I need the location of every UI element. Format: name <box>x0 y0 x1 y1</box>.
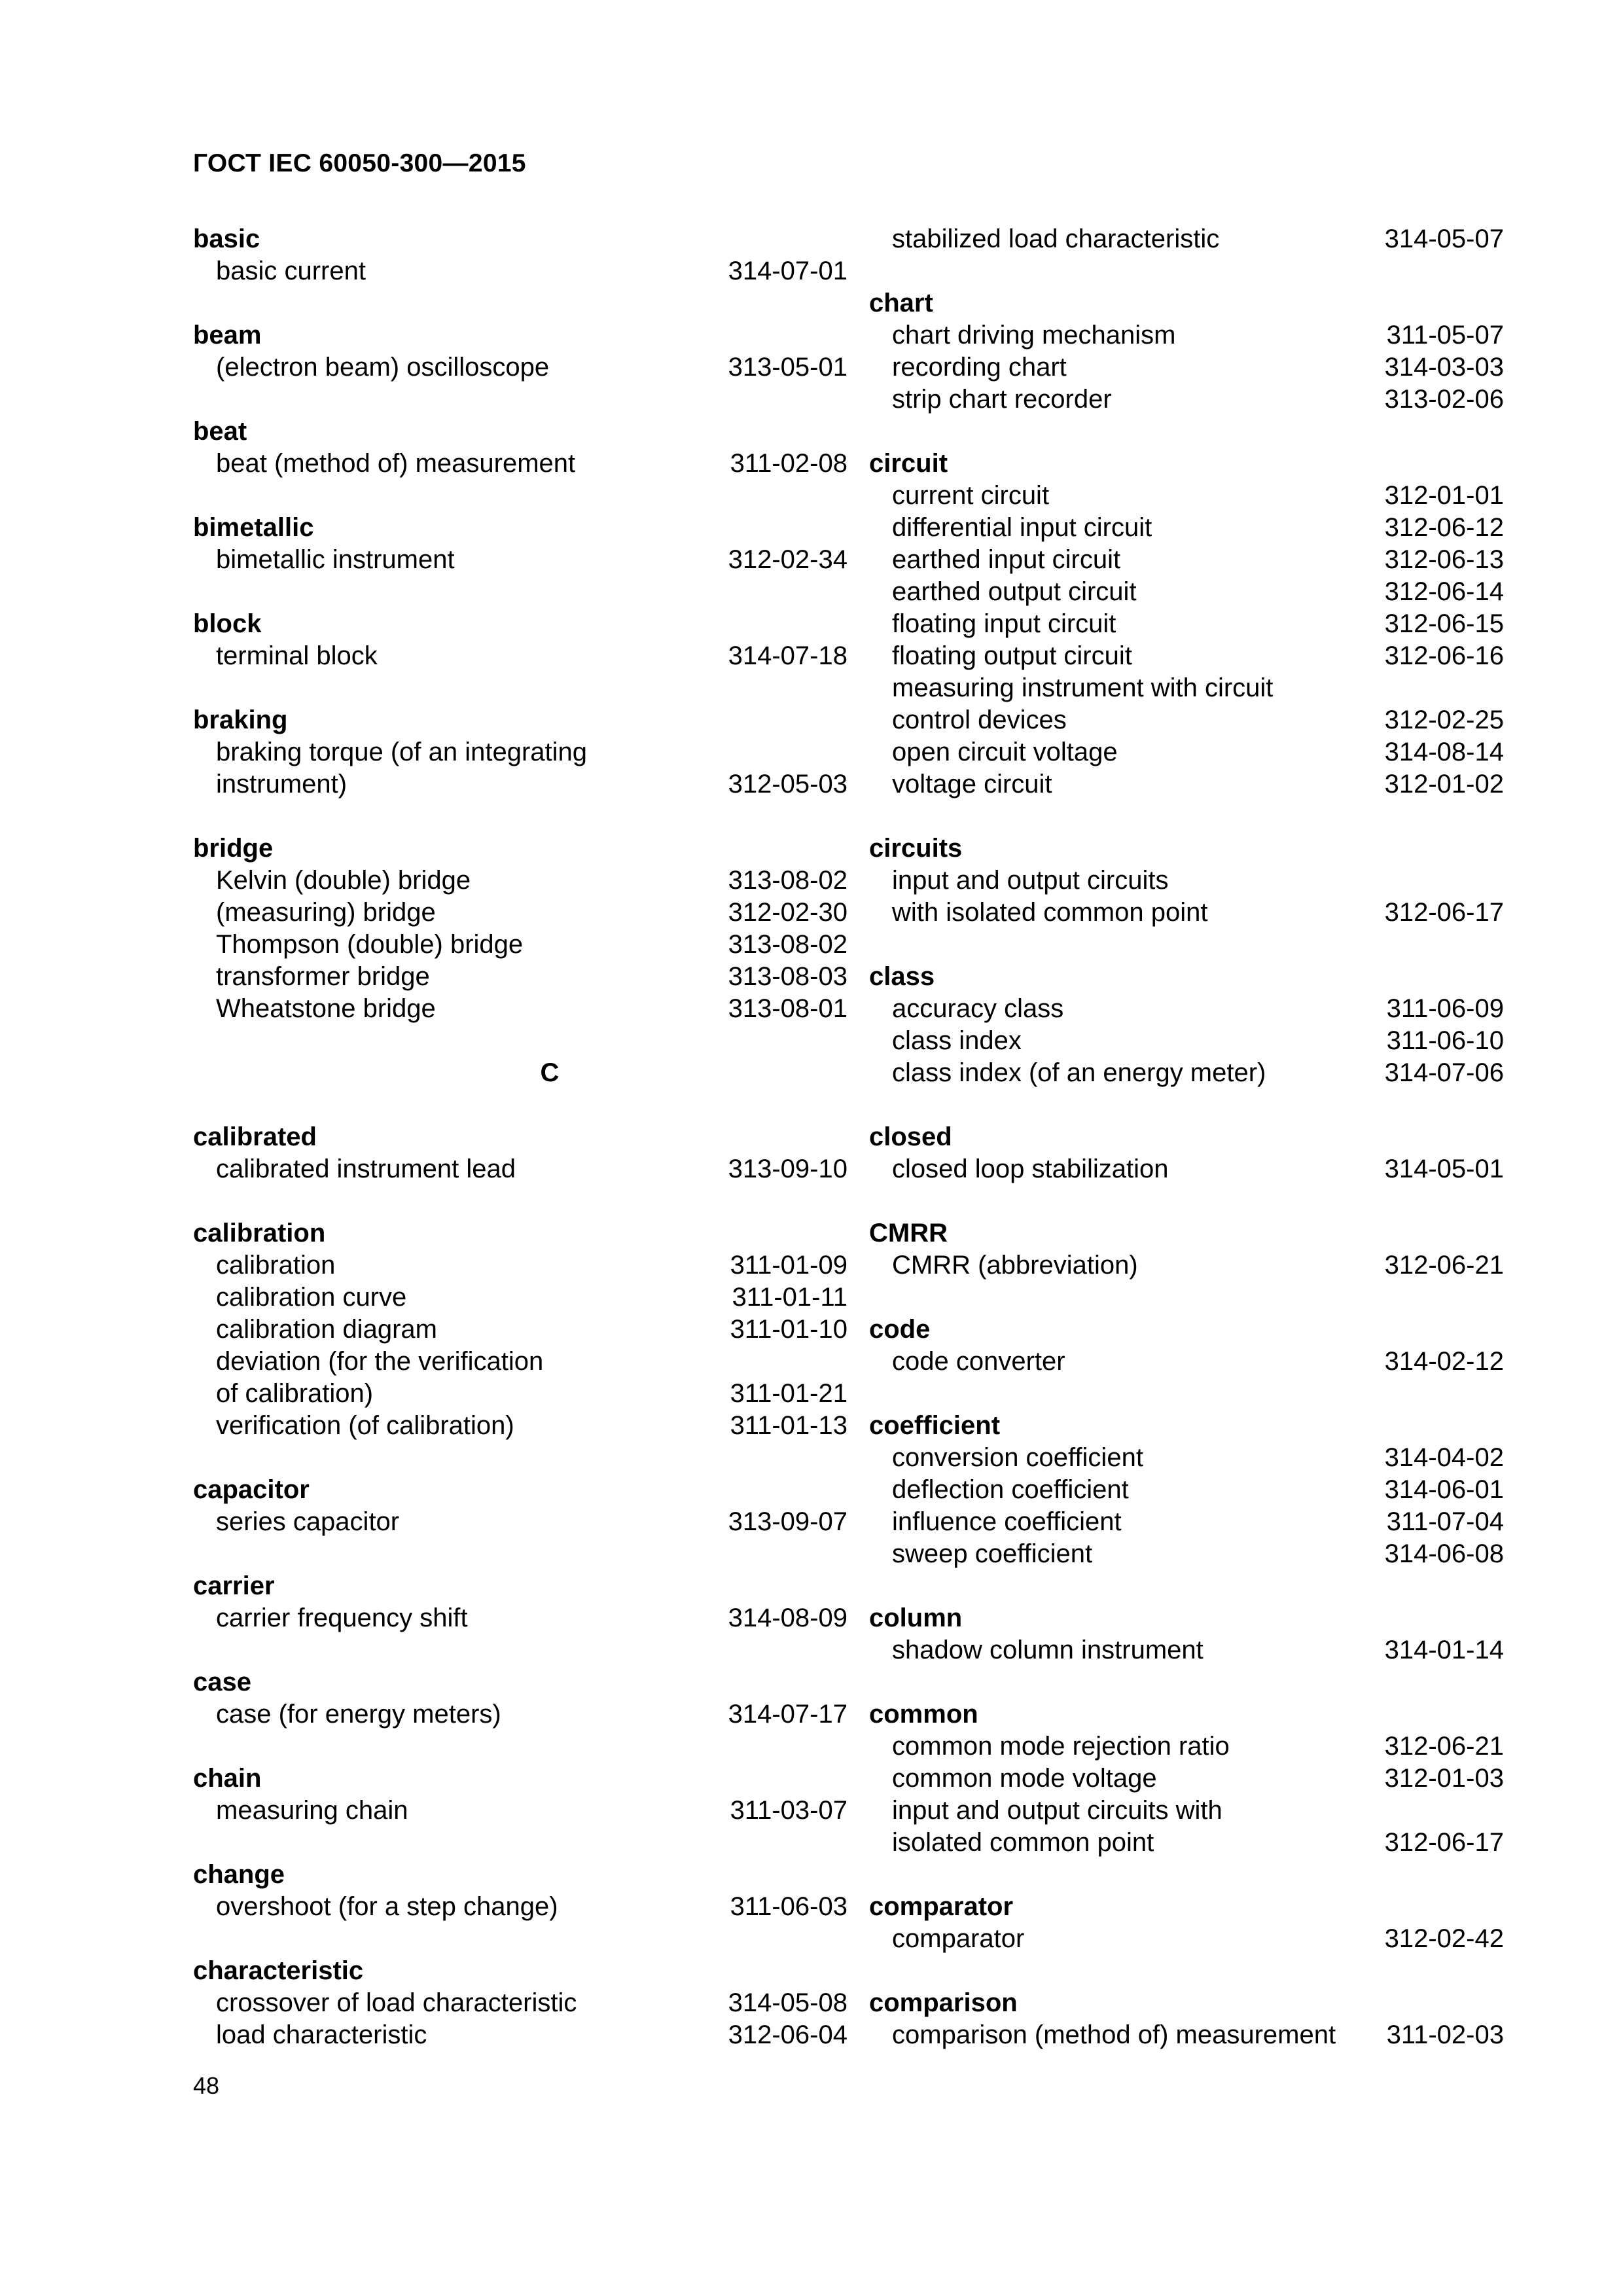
entry-reference-number: 313-08-02 <box>728 930 847 959</box>
right-index-column <box>869 223 1504 2051</box>
entry-term: verification (of calibration) <box>216 1411 514 1440</box>
index-heading: beat <box>193 417 247 446</box>
spacer <box>869 1570 1504 1602</box>
entry-reference-number: 311-01-21 <box>730 1379 847 1408</box>
index-entry <box>869 1346 1504 1378</box>
entry-term: crossover of load characteristic <box>216 1988 577 2017</box>
entry-reference-number: 312-06-21 <box>1384 1251 1504 1280</box>
index-heading: bimetallic <box>193 513 314 542</box>
section-letter: C <box>540 1058 560 1087</box>
entry-reference-number: 312-01-03 <box>1384 1764 1504 1793</box>
index-entry <box>193 1506 847 1538</box>
entry-term: with isolated common point <box>892 898 1208 927</box>
index-heading: code <box>869 1315 931 1344</box>
entry-term: series capacitor <box>216 1507 400 1536</box>
spacer <box>869 1089 1504 1121</box>
spacer <box>193 384 847 416</box>
index-entry <box>193 1795 847 1827</box>
index-entry <box>193 1410 847 1442</box>
entry-term: strip chart recorder <box>892 385 1112 414</box>
entry-reference-number: 312-01-02 <box>1384 770 1504 798</box>
entry-reference-number: 314-05-07 <box>1384 224 1504 253</box>
entry-term: class index <box>892 1026 1022 1055</box>
entry-term: sweep coefficient <box>892 1539 1093 1568</box>
spacer <box>869 1955 1504 1987</box>
index-entry <box>193 2019 847 2051</box>
entry-term: floating output circuit <box>892 641 1132 670</box>
index-entry <box>869 1634 1504 1666</box>
entry-reference-number: 312-02-30 <box>728 898 847 927</box>
entry-reference-number: 313-09-10 <box>728 1155 847 1183</box>
index-entry <box>869 640 1504 672</box>
spacer <box>193 480 847 512</box>
entry-term: overshoot (for a step change) <box>216 1892 558 1921</box>
entry-reference-number: 312-06-04 <box>728 2020 847 2049</box>
entry-reference-number: 313-08-02 <box>728 866 847 895</box>
entry-term: current circuit <box>892 481 1050 510</box>
index-entry <box>869 2019 1504 2051</box>
entry-term: earthed input circuit <box>892 545 1121 574</box>
index-entry <box>193 768 847 800</box>
spacer <box>193 287 847 319</box>
index-entry <box>193 1698 847 1731</box>
index-entry <box>869 512 1504 544</box>
index-entry <box>869 544 1504 576</box>
index-heading: basic <box>193 224 260 253</box>
entry-reference-number: 314-07-06 <box>1384 1058 1504 1087</box>
index-entry <box>869 865 1504 897</box>
entry-term: calibration curve <box>216 1283 407 1312</box>
entry-reference-number: 312-02-25 <box>1384 706 1504 734</box>
index-entry <box>869 384 1504 416</box>
index-entry <box>869 768 1504 800</box>
entry-reference-number: 314-06-08 <box>1384 1539 1504 1568</box>
spacer <box>869 255 1504 287</box>
entry-reference-number: 314-05-08 <box>728 1988 847 2017</box>
entry-reference-number: 313-08-01 <box>728 994 847 1023</box>
index-entry <box>193 1346 847 1378</box>
entry-reference-number: 314-07-18 <box>728 641 847 670</box>
entry-reference-number: 313-05-01 <box>728 353 847 382</box>
spacer <box>193 1827 847 1859</box>
index-entry <box>193 1249 847 1282</box>
index-heading: common <box>869 1700 978 1729</box>
entry-reference-number: 312-06-21 <box>1384 1732 1504 1761</box>
index-heading: beam <box>193 321 262 350</box>
index-entry <box>869 1923 1504 1955</box>
spacer <box>869 1378 1504 1410</box>
index-entry <box>193 1602 847 1634</box>
spacer <box>193 1089 847 1121</box>
index-heading: calibrated <box>193 1122 317 1151</box>
entry-reference-number: 314-04-02 <box>1384 1443 1504 1472</box>
index-entry <box>869 1057 1504 1089</box>
entry-term: measuring chain <box>216 1796 408 1825</box>
index-entry <box>869 704 1504 736</box>
page-number: 48 <box>193 2072 220 2099</box>
left-index-column <box>193 223 847 2051</box>
entry-term: Thompson (double) bridge <box>216 930 524 959</box>
spacer <box>193 1442 847 1474</box>
entry-term: influence coefficient <box>892 1507 1122 1536</box>
entry-reference-number: 313-08-03 <box>728 962 847 991</box>
entry-reference-number: 312-01-01 <box>1384 481 1504 510</box>
entry-reference-number: 312-06-17 <box>1384 1828 1504 1857</box>
entry-term: stabilized load characteristic <box>892 224 1220 253</box>
index-entry <box>869 1025 1504 1057</box>
index-entry <box>869 319 1504 351</box>
entry-term: (electron beam) oscilloscope <box>216 353 550 382</box>
entry-reference-number: 314-08-14 <box>1384 738 1504 766</box>
entry-reference-number: 311-01-13 <box>730 1411 847 1440</box>
index-entry <box>869 608 1504 640</box>
index-entry <box>193 736 847 768</box>
entry-term: control devices <box>892 706 1067 734</box>
entry-term: common mode voltage <box>892 1764 1157 1793</box>
index-entry <box>193 1282 847 1314</box>
spacer <box>193 1634 847 1666</box>
index-heading: capacitor <box>193 1475 310 1504</box>
index-heading: calibration <box>193 1219 326 1247</box>
index-entry <box>193 1153 847 1185</box>
spacer <box>193 800 847 833</box>
spacer <box>193 576 847 608</box>
entry-reference-number: 311-01-11 <box>732 1283 847 1312</box>
entry-reference-number: 311-01-09 <box>730 1251 847 1280</box>
entry-reference-number: 314-07-17 <box>728 1700 847 1729</box>
entry-reference-number: 312-06-16 <box>1384 641 1504 670</box>
index-entry <box>869 1153 1504 1185</box>
entry-reference-number: 312-06-14 <box>1384 577 1504 606</box>
index-entry <box>193 897 847 929</box>
entry-reference-number: 312-02-34 <box>728 545 847 574</box>
index-entry <box>193 1987 847 2019</box>
index-heading: column <box>869 1604 963 1632</box>
entry-reference-number: 312-06-15 <box>1384 609 1504 638</box>
index-entry <box>869 1731 1504 1763</box>
spacer <box>869 416 1504 448</box>
entry-reference-number: 311-02-08 <box>730 449 847 478</box>
index-entry <box>193 1378 847 1410</box>
index-heading: carrier <box>193 1571 275 1600</box>
entry-reference-number: 314-03-03 <box>1384 353 1504 382</box>
entry-term: terminal block <box>216 641 378 670</box>
spacer <box>869 1282 1504 1314</box>
index-entry <box>193 255 847 287</box>
index-heading: characteristic <box>193 1956 364 1985</box>
entry-term: input and output circuits <box>892 866 1169 895</box>
entry-term: transformer bridge <box>216 962 430 991</box>
spacer <box>193 672 847 704</box>
entry-reference-number: 313-02-06 <box>1384 385 1504 414</box>
entry-term: deflection coefficient <box>892 1475 1129 1504</box>
spacer <box>869 800 1504 833</box>
entry-term: case (for energy meters) <box>216 1700 501 1729</box>
entry-term: input and output circuits with <box>892 1796 1222 1825</box>
entry-term: conversion coefficient <box>892 1443 1143 1472</box>
index-heading: braking <box>193 706 288 734</box>
entry-term: comparator <box>892 1924 1025 1953</box>
index-entry <box>193 640 847 672</box>
index-heading: block <box>193 609 262 638</box>
entry-reference-number: 314-08-09 <box>728 1604 847 1632</box>
index-entry <box>193 929 847 961</box>
entry-term: accuracy class <box>892 994 1064 1023</box>
index-entry <box>193 351 847 384</box>
entry-term: beat (method of) measurement <box>216 449 576 478</box>
index-heading: comparator <box>869 1892 1014 1921</box>
index-entry <box>869 1795 1504 1827</box>
spacer <box>193 1538 847 1570</box>
entry-term: carrier frequency shift <box>216 1604 468 1632</box>
entry-term: comparison (method of) measurement <box>892 2020 1336 2049</box>
entry-term: class index (of an energy meter) <box>892 1058 1266 1087</box>
index-heading: bridge <box>193 834 274 863</box>
spacer <box>869 1859 1504 1891</box>
entry-term: common mode rejection ratio <box>892 1732 1230 1761</box>
spacer <box>193 1185 847 1217</box>
entry-reference-number: 313-09-07 <box>728 1507 847 1536</box>
index-entry <box>869 736 1504 768</box>
index-entry <box>193 993 847 1025</box>
entry-term: of calibration) <box>216 1379 374 1408</box>
index-entry <box>869 897 1504 929</box>
entry-term: basic current <box>216 257 366 285</box>
entry-term: instrument) <box>216 770 348 798</box>
entry-reference-number: 312-06-13 <box>1384 545 1504 574</box>
entry-reference-number: 312-06-12 <box>1384 513 1504 542</box>
index-heading: chart <box>869 289 933 317</box>
entry-term: shadow column instrument <box>892 1636 1204 1664</box>
index-heading: class <box>869 962 935 991</box>
index-heading: closed <box>869 1122 952 1151</box>
entry-term: CMRR (abbreviation) <box>892 1251 1138 1280</box>
entry-term: chart driving mechanism <box>892 321 1176 350</box>
entry-term: code converter <box>892 1347 1065 1376</box>
entry-reference-number: 311-03-07 <box>730 1796 847 1825</box>
entry-term: isolated common point <box>892 1828 1154 1857</box>
document-header: ГОСТ IEC 60050-300—2015 <box>193 149 526 177</box>
index-entry <box>869 576 1504 608</box>
entry-reference-number: 314-07-01 <box>728 257 847 285</box>
index-heading: case <box>193 1668 251 1696</box>
index-entry <box>193 544 847 576</box>
entry-reference-number: 314-01-14 <box>1384 1636 1504 1664</box>
index-heading: coefficient <box>869 1411 1001 1440</box>
entry-term: recording chart <box>892 353 1067 382</box>
entry-reference-number: 314-06-01 <box>1384 1475 1504 1504</box>
index-entry <box>869 223 1504 255</box>
entry-term: deviation (for the verification <box>216 1347 544 1376</box>
entry-term: calibrated instrument lead <box>216 1155 516 1183</box>
entry-term: voltage circuit <box>892 770 1052 798</box>
index-heading: comparison <box>869 1988 1018 2017</box>
index-entry <box>869 993 1504 1025</box>
spacer <box>869 929 1504 961</box>
entry-term: closed loop stabilization <box>892 1155 1169 1183</box>
entry-term: measuring instrument with circuit <box>892 673 1274 702</box>
entry-term: Kelvin (double) bridge <box>216 866 471 895</box>
entry-reference-number: 314-02-12 <box>1384 1347 1504 1376</box>
entry-reference-number: 312-06-17 <box>1384 898 1504 927</box>
entry-term: load characteristic <box>216 2020 427 2049</box>
index-entry <box>869 672 1504 704</box>
index-entry <box>869 1827 1504 1859</box>
index-entry <box>869 1249 1504 1282</box>
index-entry <box>193 1314 847 1346</box>
entry-term: open circuit voltage <box>892 738 1118 766</box>
entry-reference-number: 311-06-03 <box>730 1892 847 1921</box>
spacer <box>869 1185 1504 1217</box>
index-entry <box>869 1442 1504 1474</box>
spacer <box>193 1025 847 1057</box>
entry-term: calibration <box>216 1251 336 1280</box>
entry-reference-number: 314-05-01 <box>1384 1155 1504 1183</box>
index-entry <box>193 961 847 993</box>
index-heading: circuit <box>869 449 948 478</box>
entry-reference-number: 311-01-10 <box>730 1315 847 1344</box>
index-heading: chain <box>193 1764 262 1793</box>
index-entry <box>193 448 847 480</box>
entry-reference-number: 311-07-04 <box>1386 1507 1504 1536</box>
entry-term: braking torque (of an integrating <box>216 738 588 766</box>
entry-term: Wheatstone bridge <box>216 994 436 1023</box>
index-entry <box>869 1506 1504 1538</box>
index-entry <box>193 865 847 897</box>
index-entry <box>193 1891 847 1923</box>
spacer <box>869 1666 1504 1698</box>
index-heading: CMRR <box>869 1219 948 1247</box>
entry-term: differential input circuit <box>892 513 1152 542</box>
index-entry <box>869 351 1504 384</box>
entry-term: floating input circuit <box>892 609 1116 638</box>
spacer <box>193 1731 847 1763</box>
entry-term: earthed output circuit <box>892 577 1137 606</box>
index-entry <box>869 1538 1504 1570</box>
index-entry <box>869 1474 1504 1506</box>
entry-term: calibration diagram <box>216 1315 437 1344</box>
spacer <box>193 1923 847 1955</box>
entry-reference-number: 312-02-42 <box>1384 1924 1504 1953</box>
index-heading: circuits <box>869 834 963 863</box>
index-entry <box>869 1763 1504 1795</box>
entry-reference-number: 311-02-03 <box>1386 2020 1504 2049</box>
entry-reference-number: 311-06-09 <box>1386 994 1504 1023</box>
entry-reference-number: 312-05-03 <box>728 770 847 798</box>
entry-reference-number: 311-05-07 <box>1386 321 1504 350</box>
entry-term: bimetallic instrument <box>216 545 455 574</box>
index-heading: change <box>193 1860 285 1889</box>
entry-reference-number: 311-06-10 <box>1386 1026 1504 1055</box>
entry-term: (measuring) bridge <box>216 898 436 927</box>
index-entry <box>869 480 1504 512</box>
